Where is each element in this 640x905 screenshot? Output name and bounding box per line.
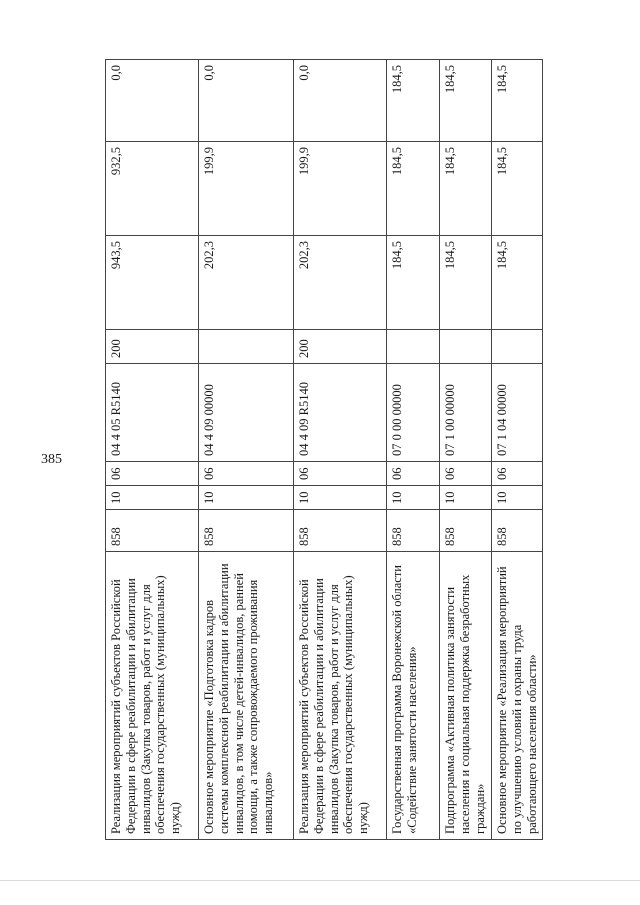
table-row: [440, 60, 492, 840]
row-vr: 200: [294, 330, 387, 364]
row-rz: 10: [387, 486, 440, 510]
row-grbs: 858: [199, 510, 294, 552]
budget-table-wrapper: [105, 60, 539, 840]
row-csr: 07 0 00 00000: [387, 364, 440, 462]
row-value-3: 184,5: [440, 60, 492, 142]
row-rz: 10: [294, 486, 387, 510]
row-name: Основное мероприятие «Реализация мероприятий по улучшению условий и охраны труда работающего населения области»: [492, 552, 543, 840]
row-pr: 06: [294, 462, 387, 486]
row-vr: 200: [106, 330, 199, 364]
row-value-3: 0,0: [294, 60, 387, 142]
row-csr: 04 4 09 00000: [199, 364, 294, 462]
page-bottom-rule: [0, 880, 640, 881]
row-csr: 04 4 05 R5140: [106, 364, 199, 462]
row-value-1: 202,3: [199, 236, 294, 330]
row-value-2: 199,9: [294, 142, 387, 236]
row-vr: [492, 330, 543, 364]
row-value-1: 943,5: [106, 236, 199, 330]
row-pr: 06: [492, 462, 543, 486]
row-csr: 07 1 04 00000: [492, 364, 543, 462]
row-name: Государственная программа Воронежской области «Содействие занятости населения»: [387, 552, 440, 840]
row-value-3: 184,5: [387, 60, 440, 142]
row-rz: 10: [440, 486, 492, 510]
row-vr: [387, 330, 440, 364]
table-row: [492, 60, 543, 840]
row-value-1: 184,5: [492, 236, 543, 330]
row-csr: 04 4 09 R5140: [294, 364, 387, 462]
row-grbs: 858: [492, 510, 543, 552]
budget-table: [105, 59, 543, 840]
row-grbs: 858: [106, 510, 199, 552]
row-value-2: 184,5: [492, 142, 543, 236]
row-grbs: 858: [440, 510, 492, 552]
table-row: [199, 60, 294, 840]
row-name: Основное мероприятие «Подготовка кадров системы комплексной реабилитации и абилитации инвалидов, в том числе детей-инвалидов, ранней помощи, а также сопровождаемого проживания инвалидов»: [199, 552, 294, 840]
page-number: 385: [41, 452, 62, 467]
row-value-1: 184,5: [387, 236, 440, 330]
table-row: [106, 60, 199, 840]
row-value-1: 184,5: [440, 236, 492, 330]
row-name: Реализация мероприятий субъектов Российской Федерации в сфере реабилитации и абилитации инвалидов (Закупка товаров, работ и услуг для обеспечения государственных (муниципальных) нужд): [106, 552, 199, 840]
row-name: Реализация мероприятий субъектов Российской Федерации в сфере реабилитации и абилитации инвалидов (Закупка товаров, работ и услуг для обеспечения государственных (муниципальных) нужд): [294, 552, 387, 840]
row-csr: 07 1 00 00000: [440, 364, 492, 462]
row-value-2: 199,9: [199, 142, 294, 236]
table-row: [294, 60, 387, 840]
row-rz: 10: [106, 486, 199, 510]
row-vr: [199, 330, 294, 364]
row-value-3: 184,5: [492, 60, 543, 142]
row-value-1: 202,3: [294, 236, 387, 330]
row-value-3: 0,0: [199, 60, 294, 142]
table-row: [387, 60, 440, 840]
row-value-2: 932,5: [106, 142, 199, 236]
row-value-2: 184,5: [440, 142, 492, 236]
row-pr: 06: [440, 462, 492, 486]
row-grbs: 858: [387, 510, 440, 552]
row-name: Подпрограмма «Активная политика занятости населения и социальная поддержка безработных граждан»: [440, 552, 492, 840]
row-value-3: 0,0: [106, 60, 199, 142]
row-grbs: 858: [294, 510, 387, 552]
row-pr: 06: [387, 462, 440, 486]
row-rz: 10: [199, 486, 294, 510]
row-rz: 10: [492, 486, 543, 510]
row-vr: [440, 330, 492, 364]
row-pr: 06: [106, 462, 199, 486]
row-value-2: 184,5: [387, 142, 440, 236]
row-pr: 06: [199, 462, 294, 486]
